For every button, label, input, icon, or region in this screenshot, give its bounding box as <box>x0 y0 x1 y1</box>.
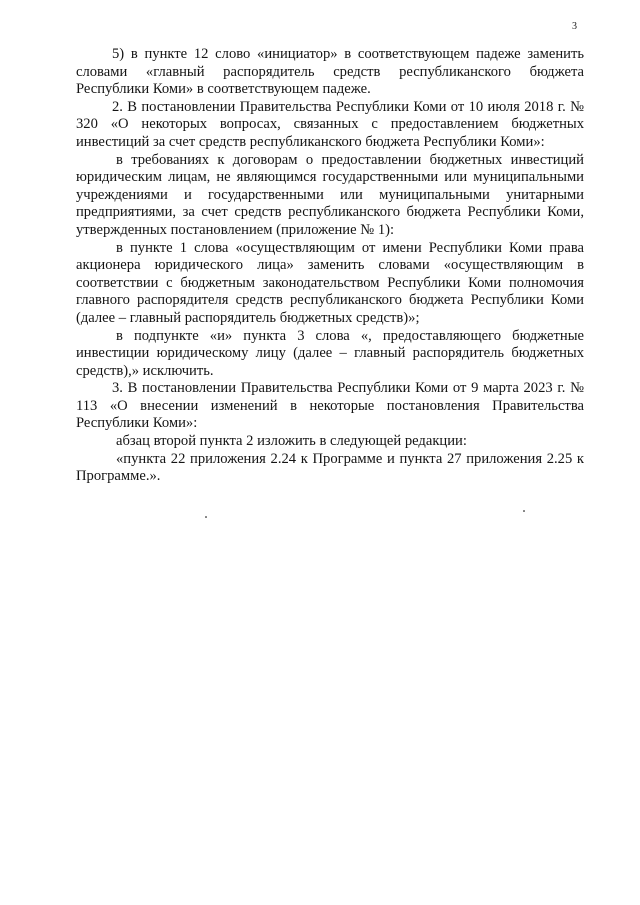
paragraph-new-wording: «пункта 22 приложения 2.24 к Программе и пункта 27 приложения 2.25 к Программе.». <box>76 450 584 485</box>
page-number: 3 <box>572 21 577 32</box>
paragraph-requirements: в требованиях к договорам о предоставлении бюджетных инвестиций юридическим лицам, не являющимся государственными или муниципальными учреждениями и государственными или муниципальными унитарными предприятиями, за счет средств республиканского бюджета Республики Коми, утвержденных постановлением (приложение № 1): <box>76 151 584 238</box>
paragraph-point-1: в пункте 1 слова «осуществляющим от имени Республики Коми права акционера юридического лица» заменить словами «осуществляющим в соответствии с бюджетным законодательством Республики Коми полномочия главного распорядителя средств республиканского бюджета Республики Коми (далее – главный распорядитель бюджетных средств)»; <box>76 239 584 326</box>
paragraph-section-2: 2. В постановлении Правительства Республики Коми от 10 июля 2018 г. № 320 «О некоторых вопросах, связанных с предоставлением бюджетных инвестиций за счет средств республиканского бюджета Республики Коми»: <box>76 98 584 150</box>
paragraph-subpoint-i: в подпункте «и» пункта 3 слова «, предоставляющего бюджетные инвестиции юридическому лицу (далее – главный распорядитель бюджетных средств),» исключить. <box>76 327 584 379</box>
paragraph-section-3: 3. В постановлении Правительства Республики Коми от 9 марта 2023 г. № 113 «О внесении изменений в некоторые постановления Правительства Республики Коми»: <box>76 380 584 432</box>
paragraph-second-abzac: абзац второй пункта 2 изложить в следующей редакции: <box>116 433 467 450</box>
document-body <box>76 46 584 486</box>
scan-speck <box>523 510 525 512</box>
scan-speck <box>205 516 207 518</box>
paragraph-item-5: 5) в пункте 12 слово «инициатор» в соответствующем падеже заменить словами «главный распорядитель средств республиканского бюджета Республики Коми» в соответствующем падеже. <box>76 46 584 98</box>
